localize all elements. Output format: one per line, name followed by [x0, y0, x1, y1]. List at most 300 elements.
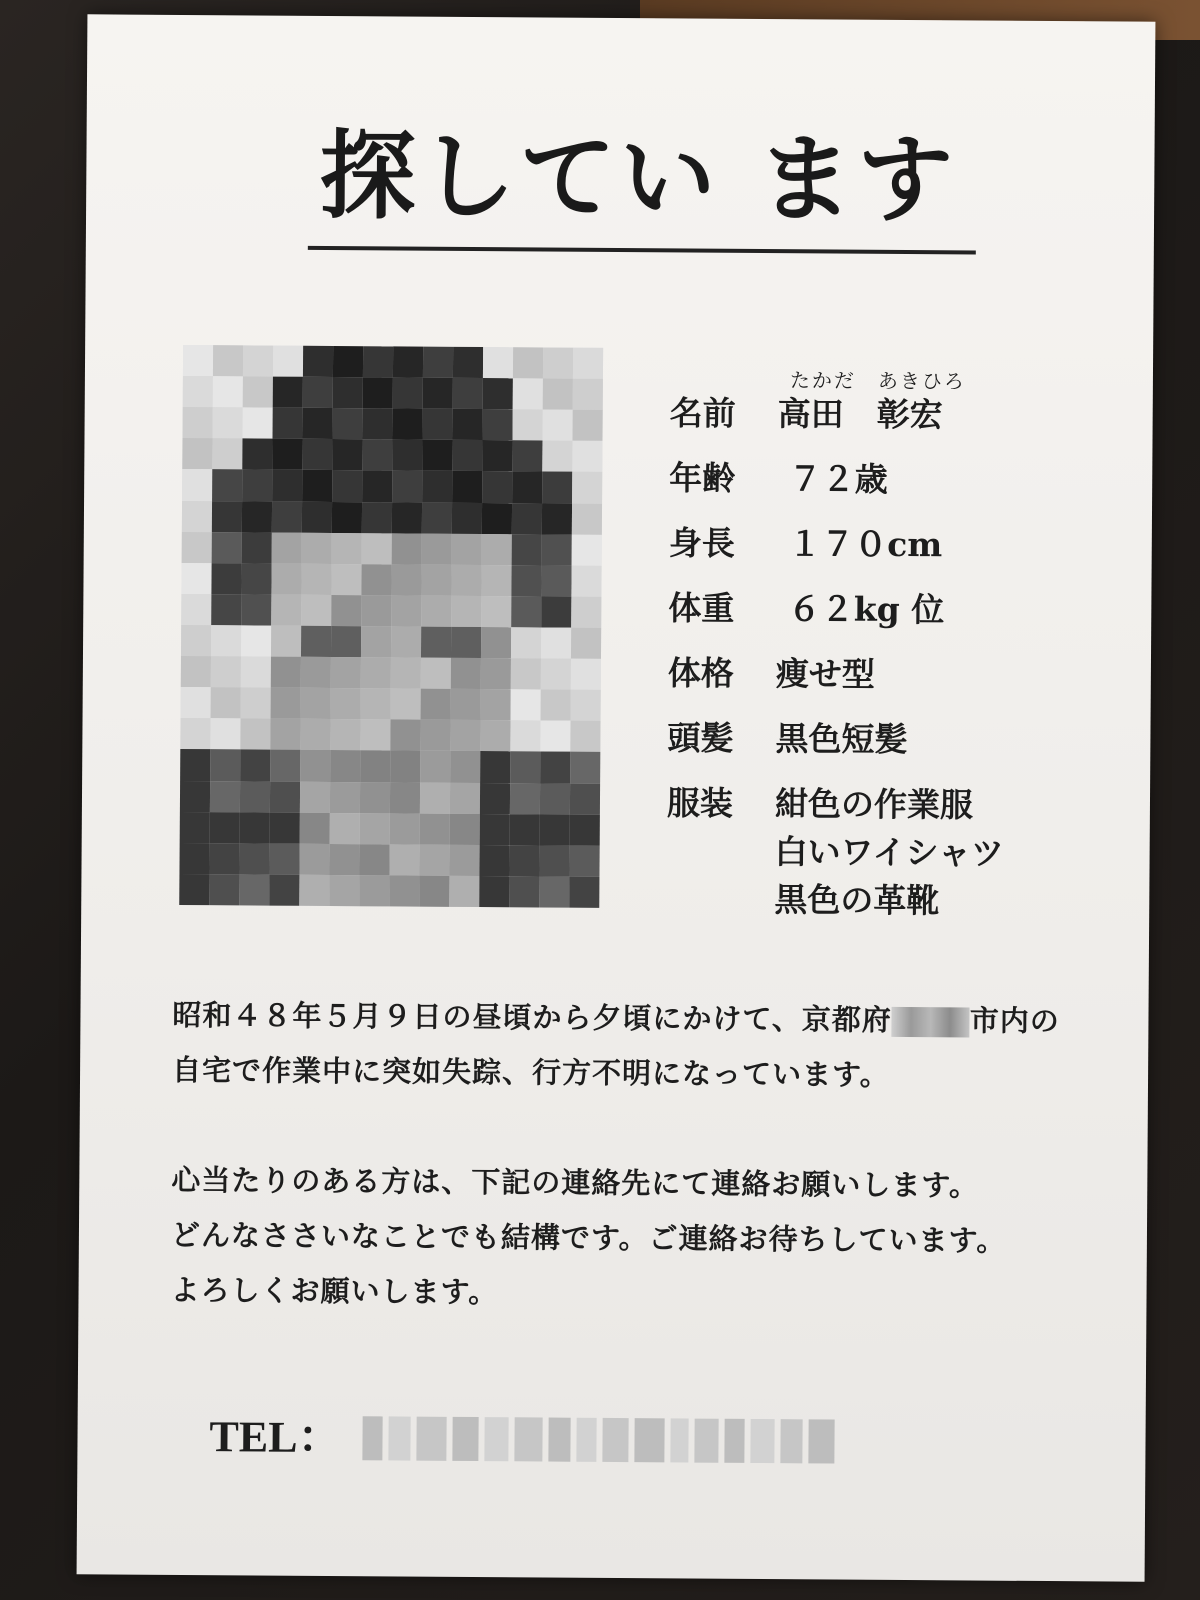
photo-pixel: [539, 876, 569, 907]
photo-pixel: [332, 533, 362, 564]
photo-pixel: [451, 658, 481, 689]
photo-pixel: [452, 440, 482, 471]
photo-pixel: [512, 534, 542, 565]
photo-pixel: [240, 719, 270, 750]
photo-pixel: [303, 346, 333, 377]
photo-pixel: [300, 719, 330, 750]
redaction-block: [452, 1417, 478, 1461]
photo-pixel: [452, 471, 482, 502]
photo-pixel: [543, 347, 573, 378]
redaction-block: [514, 1417, 542, 1461]
photo-pixel: [360, 751, 390, 782]
photo-pixel: [360, 782, 390, 813]
photo-pixel: [481, 627, 511, 658]
photo-pixel: [392, 409, 422, 440]
photo-pixel: [242, 501, 272, 532]
photo-pixel: [393, 346, 423, 377]
photo-pixel: [272, 501, 302, 532]
info-row-weight: [668, 588, 944, 630]
photo-pixel: [180, 749, 210, 780]
info-label: [666, 831, 774, 872]
info-value: 高田 彰宏: [777, 394, 943, 435]
photo-pixel: [421, 689, 451, 720]
photo-pixel: [362, 408, 392, 439]
info-label: 服装: [666, 783, 734, 823]
photo-pixel: [453, 347, 483, 378]
photo-pixel: [362, 440, 392, 471]
photo-pixel: [361, 657, 391, 688]
photo-pixel: [391, 595, 421, 626]
photo-pixel: [393, 378, 423, 409]
paragraph-line-2: 自宅で作業中に突如失踪、行方不明になっています。: [171, 1052, 890, 1092]
redaction-block: [780, 1419, 802, 1463]
photo-pixel: [451, 596, 481, 627]
photo-pixel: [390, 813, 420, 844]
photo-pixel: [420, 782, 450, 813]
redacted-phone-number: [362, 1414, 992, 1466]
photo-pixel: [572, 534, 602, 565]
paragraph-line-3: 心当たりのある方は、下記の連絡先にて連絡お願いします。: [171, 1162, 980, 1203]
photo-pixel: [271, 688, 301, 719]
photo-pixel: [242, 439, 272, 470]
redaction-block: [808, 1419, 834, 1463]
photo-pixel: [209, 843, 239, 874]
photo-pixel: [482, 409, 512, 440]
photo-pixel: [213, 376, 243, 407]
info-value: 黒色短髪: [775, 719, 908, 760]
paragraph-line-1: [172, 990, 1132, 1047]
photo-pixel: [181, 625, 211, 656]
info-row-hair: [667, 718, 907, 760]
photo-pixel: [181, 656, 211, 687]
photo-pixel: [210, 781, 240, 812]
photo-pixel: [273, 346, 303, 377]
missing-person-flyer: [77, 14, 1156, 1581]
photo-pixel: [570, 783, 600, 814]
photo-pixel: [361, 626, 391, 657]
redaction-block: [576, 1418, 596, 1462]
photo-pixel: [300, 781, 330, 812]
photo-pixel: [272, 439, 302, 470]
photo-pixel: [569, 845, 599, 876]
photo-pixel: [569, 877, 599, 908]
photo-pixel: [511, 565, 541, 596]
photo-pixel: [332, 439, 362, 470]
photo-pixel: [271, 657, 301, 688]
photo-pixel: [451, 689, 481, 720]
redacted-city: [892, 1007, 970, 1038]
photo-pixel: [541, 690, 571, 721]
photo-pixel: [181, 563, 211, 594]
photo-pixel: [479, 845, 509, 876]
photo-pixel: [390, 782, 420, 813]
photo-pixel: [453, 378, 483, 409]
photo-pixel: [390, 720, 420, 751]
photo-pixel: [540, 814, 570, 845]
paragraph-line-4: どんなささいなことでも結構です。ご連絡お待ちしています。: [170, 1217, 1007, 1258]
photo-pixel: [480, 814, 510, 845]
photo-pixel: [181, 594, 211, 625]
photo-pixel: [450, 813, 480, 844]
photo-pixel: [449, 845, 479, 876]
photo-pixel: [331, 626, 361, 657]
photo-pixel: [301, 688, 331, 719]
photo-pixel: [212, 470, 242, 501]
photo-pixel: [302, 470, 332, 501]
photo-pixel: [360, 720, 390, 751]
photo-pixel: [241, 563, 271, 594]
info-value: 黒色の革靴: [774, 880, 940, 921]
photo-pixel: [510, 721, 540, 752]
info-label: 年齢: [669, 458, 736, 498]
photo-pixel: [571, 597, 601, 628]
photo-pixel: [239, 874, 269, 905]
photo-pixel: [482, 471, 512, 502]
photo-pixel: [269, 843, 299, 874]
photo-pixel: [391, 564, 421, 595]
photo-pixel: [570, 752, 600, 783]
info-label: 身長: [668, 523, 735, 563]
photo-pixel: [301, 626, 331, 657]
photo-pixel: [363, 377, 393, 408]
photo-pixel: [480, 783, 510, 814]
photo-pixel: [183, 345, 213, 376]
photo-pixel: [480, 751, 510, 782]
photo-pixel: [481, 658, 511, 689]
info-label: [666, 879, 774, 920]
photo-pixel: [361, 595, 391, 626]
photo-pixel: [362, 533, 392, 564]
photo-pixel: [212, 501, 242, 532]
person-info: [666, 363, 1100, 921]
photo-pixel: [572, 503, 602, 534]
photo-pixel: [241, 656, 271, 687]
photo-pixel: [302, 408, 332, 439]
photo-pixel: [449, 876, 479, 907]
photo-pixel: [330, 750, 360, 781]
photo-pixel: [481, 689, 511, 720]
photo-pixel: [180, 781, 210, 812]
photo-pixel: [392, 440, 422, 471]
photo-pixel: [240, 781, 270, 812]
photo-pixel: [179, 843, 209, 874]
photo-pixel: [392, 533, 422, 564]
photo-pixel: [332, 408, 362, 439]
photo-pixel: [361, 688, 391, 719]
photo-pixel: [571, 565, 601, 596]
photo-pixel: [212, 407, 242, 438]
photo-pixel: [479, 876, 509, 907]
photo-pixel: [359, 844, 389, 875]
pixelated-photo: [179, 345, 603, 908]
photo-pixel: [299, 844, 329, 875]
info-row-clothing: [667, 783, 973, 825]
redaction-block: [750, 1419, 774, 1463]
title-underline: [308, 246, 976, 255]
photo-pixel: [483, 378, 513, 409]
redaction-block: [416, 1417, 446, 1461]
photo-pixel: [240, 812, 270, 843]
info-value: 白いワイシャツ: [774, 832, 1005, 873]
photo-pixel: [421, 627, 451, 658]
photo-pixel: [511, 689, 541, 720]
photo-pixel: [421, 596, 451, 627]
photo-pixel: [360, 813, 390, 844]
photo-pixel: [211, 594, 241, 625]
photo-pixel: [481, 596, 511, 627]
photo-pixel: [270, 812, 300, 843]
photo-pixel: [330, 782, 360, 813]
photo-pixel: [183, 407, 213, 438]
photo-pixel: [541, 659, 571, 690]
paragraph-text: 市内の: [969, 1003, 1061, 1039]
photo-pixel: [242, 408, 272, 439]
photo-pixel: [362, 502, 392, 533]
info-row-clothing-3: [666, 879, 939, 921]
photo-pixel: [419, 876, 449, 907]
photo-pixel: [512, 409, 542, 440]
redaction-block: [484, 1417, 508, 1461]
photo-pixel: [359, 875, 389, 906]
photo-pixel: [241, 594, 271, 625]
photo-pixel: [391, 689, 421, 720]
photo-pixel: [363, 346, 393, 377]
photo-pixel: [271, 563, 301, 594]
photo-pixel: [543, 379, 573, 410]
photo-pixel: [510, 783, 540, 814]
photo-pixel: [361, 564, 391, 595]
photo-pixel: [483, 347, 513, 378]
info-label: 頭髪: [667, 718, 734, 758]
photo-pixel: [272, 470, 302, 501]
redaction-block: [602, 1418, 628, 1462]
photo-pixel: [243, 345, 273, 376]
photo-pixel: [211, 687, 241, 718]
photo-pixel: [480, 720, 510, 751]
redaction-block: [694, 1419, 718, 1463]
photo-pixel: [180, 812, 210, 843]
photo-pixel: [270, 719, 300, 750]
photo-pixel: [511, 596, 541, 627]
photo-pixel: [571, 628, 601, 659]
photo-pixel: [542, 503, 572, 534]
photo-pixel: [269, 874, 299, 905]
photo-pixel: [512, 503, 542, 534]
photo-pixel: [210, 718, 240, 749]
photo-pixel: [510, 752, 540, 783]
photo-pixel: [420, 751, 450, 782]
photo-pixel: [331, 595, 361, 626]
paragraph-text: 昭和４８年５月９日の昼頃から夕頃にかけて、京都府: [172, 997, 892, 1037]
photo-pixel: [571, 659, 601, 690]
photo-pixel: [331, 657, 361, 688]
info-row-build: [668, 653, 875, 694]
redaction-block: [362, 1416, 382, 1460]
photo-pixel: [209, 874, 239, 905]
photo-pixel: [183, 376, 213, 407]
photo-pixel: [242, 532, 272, 563]
photo-pixel: [299, 875, 329, 906]
photo-pixel: [542, 441, 572, 472]
photo-pixel: [541, 627, 571, 658]
photo-pixel: [571, 690, 601, 721]
paragraph-line-5: よろしくお願いします。: [170, 1272, 499, 1310]
photo-pixel: [331, 688, 361, 719]
photo-pixel: [391, 658, 421, 689]
info-row-clothing-2: [666, 831, 1004, 873]
info-label: 体格: [667, 653, 735, 693]
photo-pixel: [450, 751, 480, 782]
photo-pixel: [333, 377, 363, 408]
photo-pixel: [211, 625, 241, 656]
photo-pixel: [511, 627, 541, 658]
photo-pixel: [182, 438, 212, 469]
photo-pixel: [302, 439, 332, 470]
photo-pixel: [302, 532, 332, 563]
photo-pixel: [391, 626, 421, 657]
photo-pixel: [301, 595, 331, 626]
photo-pixel: [302, 501, 332, 532]
photo-pixel: [509, 876, 539, 907]
redaction-block: [388, 1416, 410, 1460]
photo-pixel: [240, 750, 270, 781]
photo-pixel: [213, 345, 243, 376]
flyer-title: 探してい ます: [319, 118, 958, 237]
photo-pixel: [420, 720, 450, 751]
photo-pixel: [329, 875, 359, 906]
redaction-block: [724, 1419, 744, 1463]
photo-pixel: [572, 441, 602, 472]
photo-pixel: [301, 564, 331, 595]
photo-pixel: [210, 812, 240, 843]
photo-pixel: [392, 502, 422, 533]
info-row-height: [669, 523, 943, 565]
photo-pixel: [210, 750, 240, 781]
photo-pixel: [242, 470, 272, 501]
photo-pixel: [301, 657, 331, 688]
photo-pixel: [270, 781, 300, 812]
photo-pixel: [272, 532, 302, 563]
redaction-block: [548, 1418, 570, 1462]
photo-pixel: [452, 409, 482, 440]
photo-pixel: [452, 534, 482, 565]
photo-pixel: [542, 410, 572, 441]
photo-pixel: [539, 845, 569, 876]
photo-pixel: [420, 813, 450, 844]
photo-pixel: [422, 502, 452, 533]
photo-pixel: [182, 501, 212, 532]
photo-pixel: [421, 564, 451, 595]
name-ruby: たかだ あきひろ: [789, 368, 967, 394]
photo-pixel: [422, 471, 452, 502]
photo-pixel: [573, 348, 603, 379]
photo-pixel: [422, 409, 452, 440]
photo-pixel: [482, 534, 512, 565]
photo-pixel: [332, 502, 362, 533]
info-value: ６２kg 位: [776, 589, 945, 630]
photo-pixel: [180, 718, 210, 749]
photo-pixel: [333, 346, 363, 377]
photo-pixel: [271, 626, 301, 657]
redaction-block: [634, 1418, 664, 1462]
info-row-age: [669, 458, 888, 500]
photo-pixel: [450, 782, 480, 813]
photo-pixel: [423, 347, 453, 378]
photo-pixel: [332, 470, 362, 501]
photo-pixel: [329, 844, 359, 875]
photo-pixel: [270, 750, 300, 781]
photo-pixel: [513, 347, 543, 378]
photo-pixel: [512, 472, 542, 503]
photo-pixel: [303, 377, 333, 408]
photo-pixel: [330, 719, 360, 750]
photo-pixel: [422, 533, 452, 564]
photo-pixel: [300, 750, 330, 781]
info-value: 痩せ型: [775, 654, 876, 694]
photo-pixel: [421, 658, 451, 689]
tel-label: TEL：: [209, 1412, 342, 1463]
photo-pixel: [450, 720, 480, 751]
photo-pixel: [511, 658, 541, 689]
info-row-name: [670, 393, 943, 435]
redaction-block: [670, 1418, 688, 1462]
photo-pixel: [572, 472, 602, 503]
photo-pixel: [570, 721, 600, 752]
photo-pixel: [239, 843, 269, 874]
photo-pixel: [389, 875, 419, 906]
info-label: 名前: [669, 393, 736, 433]
photo-pixel: [212, 439, 242, 470]
photo-pixel: [331, 564, 361, 595]
photo-pixel: [572, 410, 602, 441]
photo-pixel: [540, 783, 570, 814]
photo-pixel: [241, 625, 271, 656]
photo-pixel: [211, 563, 241, 594]
photo-pixel: [541, 596, 571, 627]
photo-pixel: [271, 594, 301, 625]
info-value: ７２歳: [777, 459, 888, 499]
photo-pixel: [542, 472, 572, 503]
photo-pixel: [243, 376, 273, 407]
photo-pixel: [273, 377, 303, 408]
photo-pixel: [452, 502, 482, 533]
photo-pixel: [419, 844, 449, 875]
photo-pixel: [570, 814, 600, 845]
photo-pixel: [181, 687, 211, 718]
photo-pixel: [422, 440, 452, 471]
photo-pixel: [330, 813, 360, 844]
info-value: １７０cm: [776, 524, 943, 565]
photo-pixel: [390, 751, 420, 782]
photo-pixel: [182, 532, 212, 563]
photo-pixel: [241, 688, 271, 719]
photo-pixel: [510, 814, 540, 845]
photo-pixel: [540, 721, 570, 752]
photo-pixel: [179, 874, 209, 905]
photo-pixel: [542, 534, 572, 565]
photo-pixel: [389, 844, 419, 875]
photo-pixel: [212, 532, 242, 563]
photo-pixel: [300, 812, 330, 843]
photo-pixel: [481, 565, 511, 596]
photo-pixel: [512, 441, 542, 472]
photo-pixel: [451, 627, 481, 658]
photo-pixel: [182, 469, 212, 500]
photo-pixel: [513, 378, 543, 409]
photo-pixel: [541, 565, 571, 596]
photo-pixel: [482, 440, 512, 471]
photo-pixel: [482, 503, 512, 534]
